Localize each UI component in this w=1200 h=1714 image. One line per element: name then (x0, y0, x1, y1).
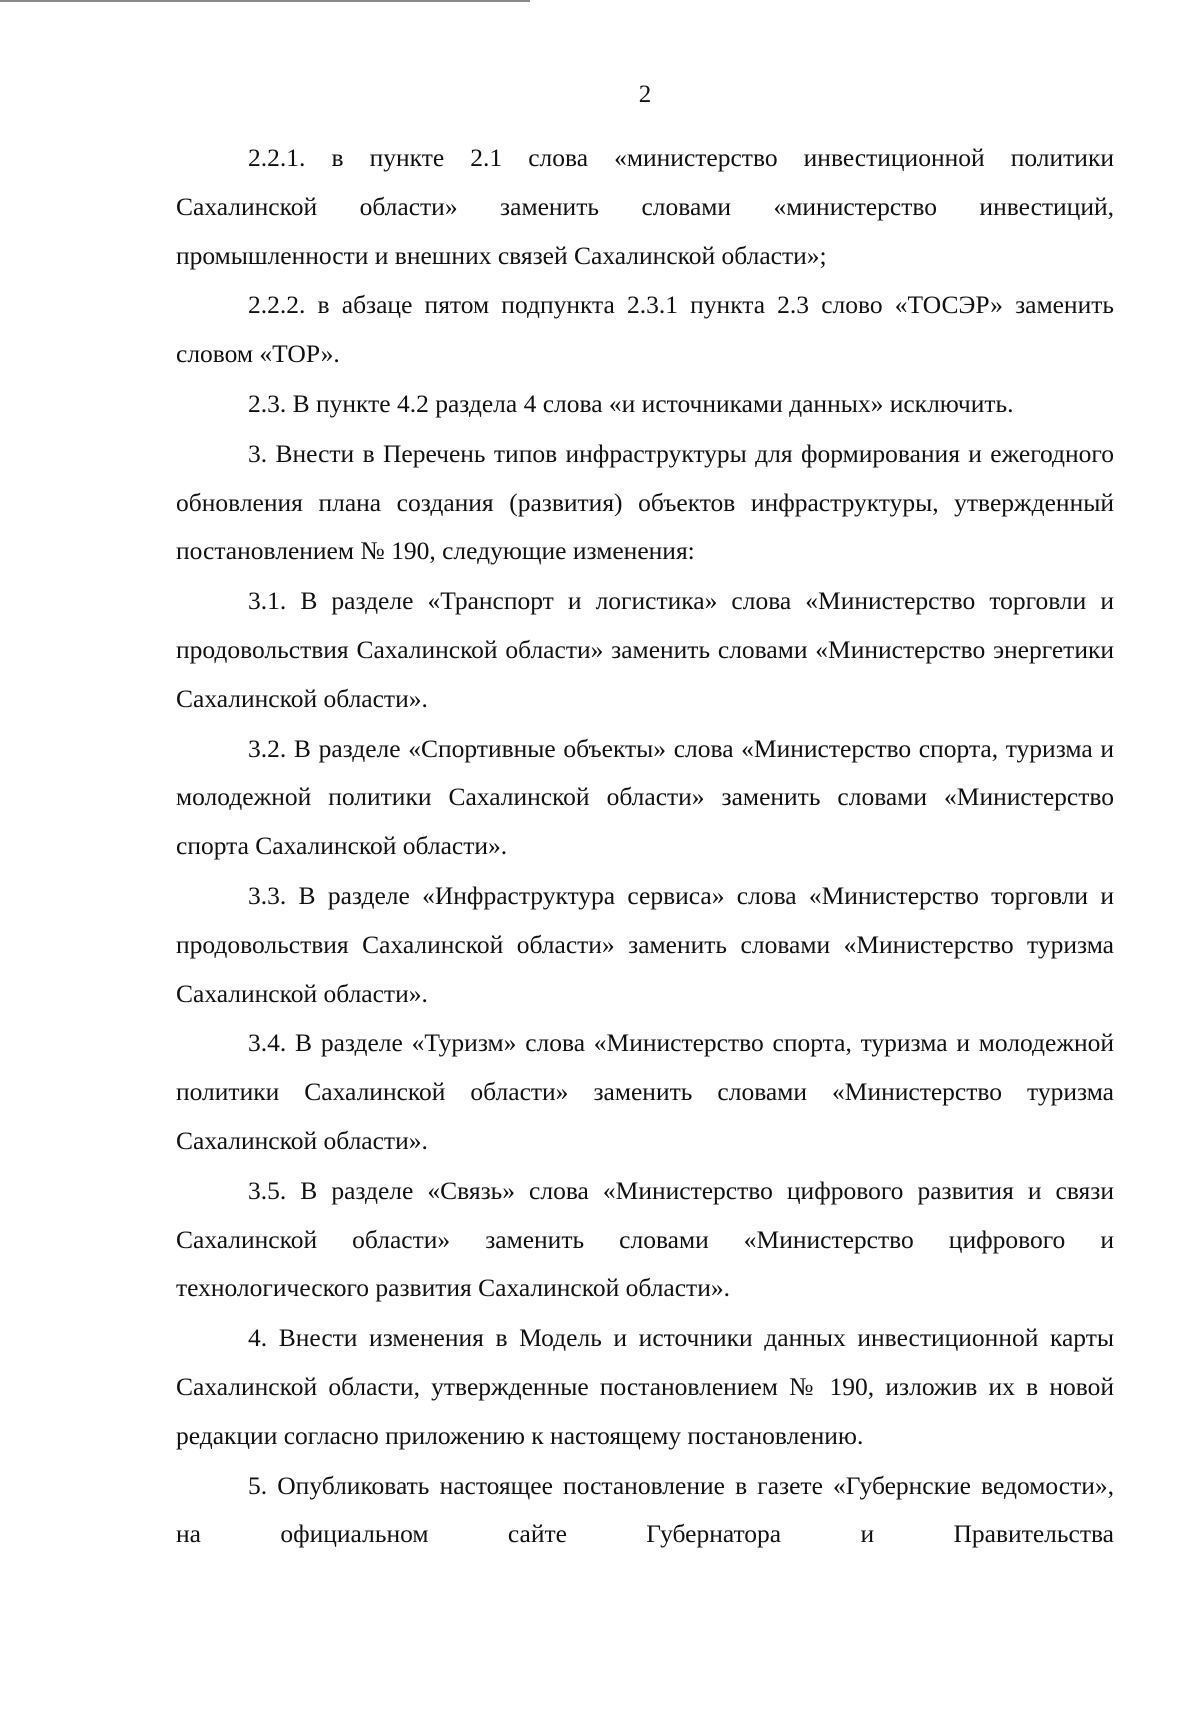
page-number: 2 (638, 81, 652, 108)
paragraph-5: 5. Опубликовать настоящее постановление в газете «Губернские ведомости», на официальном сайте Губернатора и Правительства (176, 1470, 1114, 1549)
paragraph-2-3: 2.3. В пункте 4.2 раздела 4 слова «и источниками данных» исключить. (248, 388, 1014, 418)
document-body (176, 134, 1114, 1560)
paragraph-2-2-2: 2.2.2. в абзаце пятом подпункта 2.3.1 пункта 2.3 слово «ТОСЭР» заменить словом «ТОР». (176, 290, 1114, 369)
paragraph-3-1: 3.1. В разделе «Транспорт и логистика» слова «Министерство торговли и продовольствия Сахалинской области» заменить словами «Министерство энергетики Сахалинской области». (176, 586, 1114, 713)
paragraph-3-2: 3.2. В разделе «Спортивные объекты» слова «Министерство спорта, туризма и молодежной политики Сахалинской области» заменить словами «Министерство спорта Сахалинской области». (176, 733, 1114, 861)
paragraph-3: 3. Внести в Перечень типов инфраструктуры для формирования и ежегодного обновления плана создания (развития) объектов инфраструктуры, утвержденный постановлением № 190, следующие изменения: (176, 438, 1114, 566)
paragraph-2-2-1: 2.2.1. в пункте 2.1 слова «министерство инвестиционной политики Сахалинской области» заменить словами «министерство инвестиций, промышленности и внешних связей Сахалинской области»; (176, 143, 1114, 270)
paragraph-3-3: 3.3. В разделе «Инфраструктура сервиса» слова «Министерство торговли и продовольствия Сахалинской области» заменить словами «Министерство туризма Сахалинской области». (176, 880, 1114, 1008)
paragraph-3-5: 3.5. В разделе «Связь» слова «Министерство цифрового развития и связи Сахалинской области» заменить словами «Министерство цифрового и технологического развития Сахалинской области». (176, 1175, 1114, 1303)
scan-edge-line (0, 0, 530, 2)
paragraph-4: 4. Внести изменения в Модель и источники данных инвестиционной карты Сахалинской области, утвержденные постановлением № 190, изложив их в новой редакции согласно приложению к настоящему постановлению. (176, 1323, 1114, 1450)
paragraph-3-4: 3.4. В разделе «Туризм» слова «Министерство спорта, туризма и молодежной политики Сахалинской области» заменить словами «Министерство туризма Сахалинской области». (176, 1028, 1114, 1155)
